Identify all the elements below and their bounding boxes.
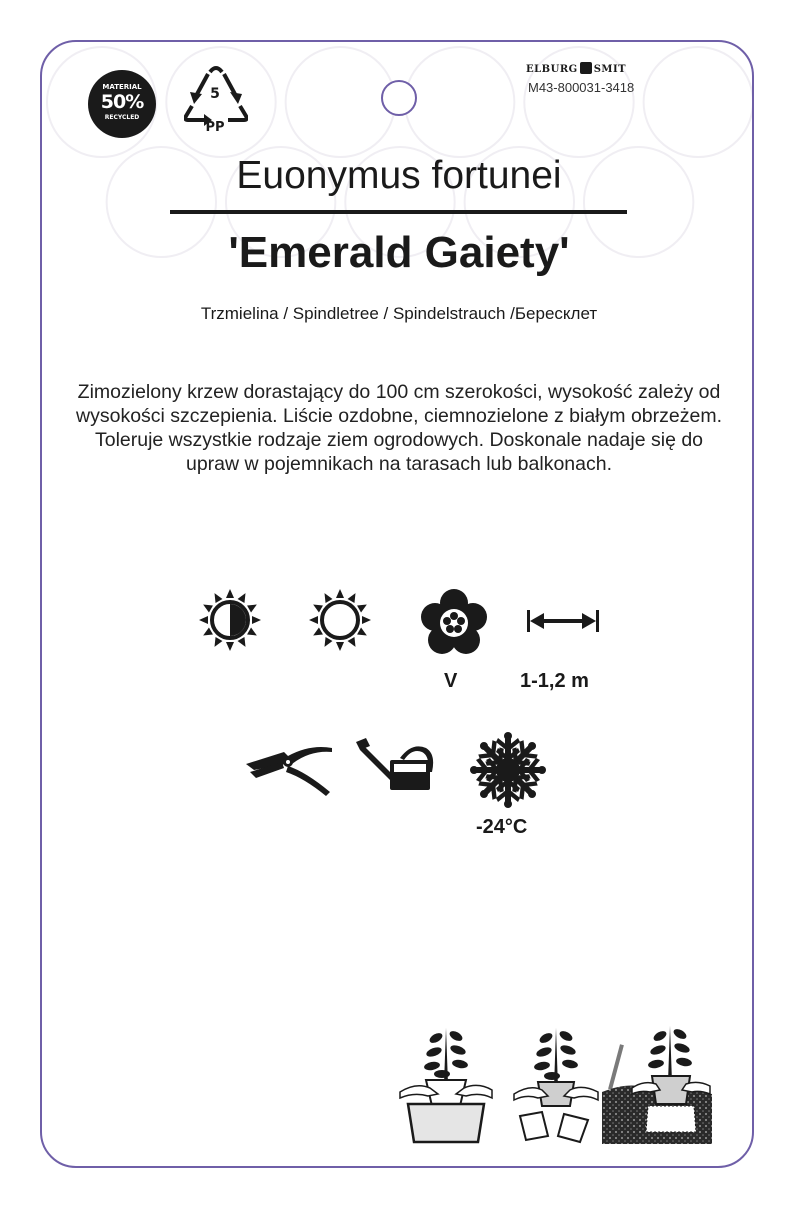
potted-plant-icon — [398, 1024, 494, 1144]
recycling-material: PP — [205, 120, 225, 135]
badge-line1: MATERIAL — [102, 83, 142, 91]
badge-percentage: 50% — [100, 91, 144, 113]
badge-line3: RECYCLED — [104, 114, 140, 121]
snowflake-icon — [470, 732, 546, 808]
recycled-material-badge — [88, 70, 156, 138]
flowering-month-label: V — [444, 670, 458, 692]
hanging-hole — [381, 80, 417, 116]
brand-logo — [526, 62, 626, 75]
planting-in-soil-icon — [602, 1022, 712, 1144]
common-names: Trzmielina / Spindletree / Spindelstrauch /Бересклет — [200, 304, 598, 323]
brand-right: SMIT — [593, 64, 627, 75]
watering-can-icon — [356, 738, 442, 792]
title-divider — [170, 210, 627, 214]
width-arrow-icon — [526, 606, 600, 636]
hardiness-label: -24°C — [476, 816, 528, 838]
removing-pot-icon — [512, 1024, 600, 1144]
full-sun-icon — [308, 588, 372, 652]
half-sun-icon — [198, 588, 262, 652]
plant-label-card — [40, 40, 754, 1168]
recycling-number: 5 — [210, 86, 220, 102]
brand-mark-icon — [580, 62, 592, 74]
brand-left: ELBURG — [526, 64, 578, 75]
plant-description: Zimozielony krzew dorastający do 100 cm szerokości, wysokość zależy od wysokości szczepienia. Liście ozdobne, ciemnozielone z białym obrzeżem. Toleruje wszystkie rodzaje ziem ogrodowych. Doskonale nadaje się do upraw w pojemnikach na tarasach lub balkonach. — [76, 381, 722, 475]
product-code: M43-800031-3418 — [528, 80, 635, 95]
width-label: 1-1,2 m — [520, 670, 589, 692]
plant-genus: Euonymus fortunei — [236, 154, 562, 197]
flower-icon — [416, 588, 492, 658]
plant-cultivar: 'Emerald Gaiety' — [228, 228, 570, 277]
pruning-shears-icon — [244, 742, 334, 796]
